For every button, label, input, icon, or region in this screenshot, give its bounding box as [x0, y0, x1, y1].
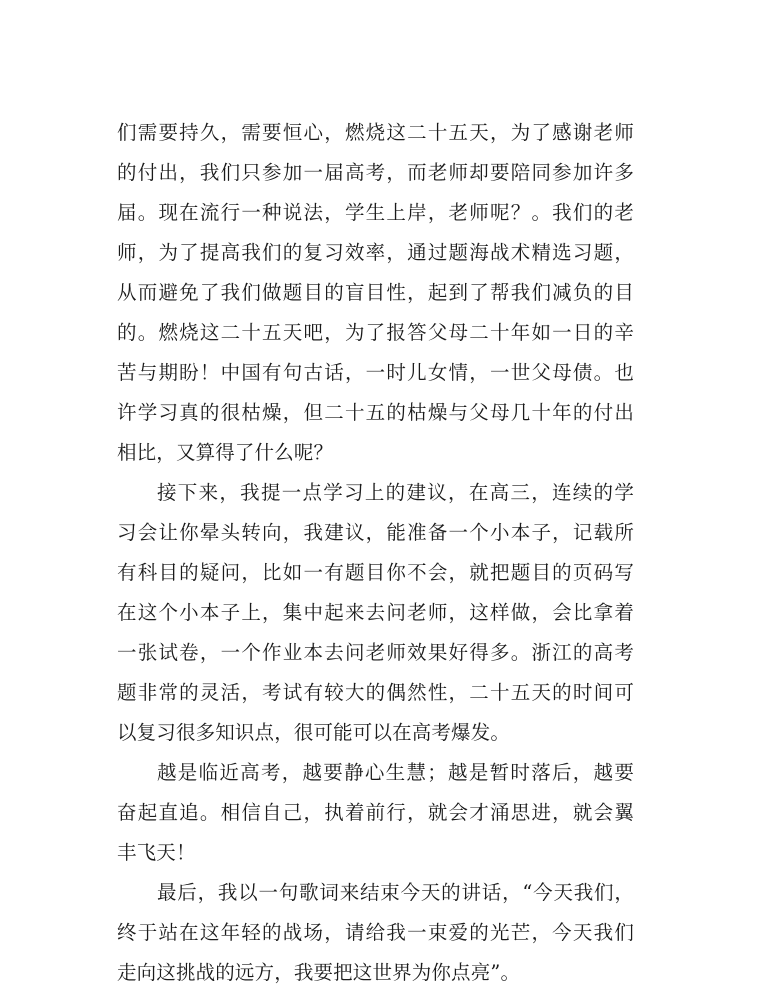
paragraph-3-line-3: 丰飞天！ — [117, 841, 196, 864]
paragraph-4-line-2: 终于站在这年轻的战场，请给我一束爱的光芒，今天我们 — [117, 921, 634, 944]
paragraph-1-line-6: 的。燃烧这二十五天吧，为了报答父母二十年如一日的辛 — [117, 321, 634, 344]
paragraph-2-line-4: 在这个小本子上，集中起来去问老师，这样做，会比拿着 — [117, 601, 634, 624]
paragraph-2-line-2: 习会让你晕头转向，我建议，能准备一个小本子，记载所 — [117, 521, 634, 544]
paragraph-3-line-2: 奋起直追。相信自己，执着前行，就会才涌思进，就会翼 — [117, 801, 634, 824]
paragraph-2-line-6: 题非常的灵活，考试有较大的偶然性，二十五天的时间可 — [117, 681, 634, 704]
paragraph-1-line-7: 苦与期盼！中国有句古话，一时儿女情，一世父母债。也 — [117, 361, 634, 384]
paragraph-1-line-8: 许学习真的很枯燥，但二十五的枯燥与父母几十年的付出 — [117, 401, 634, 424]
paragraph-1-line-5: 从而避免了我们做题目的盲目性，起到了帮我们减负的目 — [117, 281, 634, 304]
paragraph-1-line-2: 的付出，我们只参加一届高考，而老师却要陪同参加许多 — [117, 161, 634, 184]
paragraph-1-line-9: 相比，又算得了什么呢？ — [117, 441, 334, 464]
paragraph-2-line-3: 有科目的疑问，比如一有题目你不会，就把题目的页码写 — [117, 561, 634, 584]
paragraph-4-line-3: 走向这挑战的远方，我要把这世界为你点亮”。 — [117, 961, 521, 984]
paragraph-4-line-1: 最后，我以一句歌词来结束今天的讲话，“今天我们， — [157, 881, 634, 904]
paragraph-3-line-1: 越是临近高考，越要静心生慧；越是暂时落后，越要 — [157, 761, 634, 784]
paragraph-2-line-1: 接下来，我提一点学习上的建议，在高三，连续的学 — [157, 481, 634, 504]
paragraph-2-line-5: 一张试卷，一个作业本去问老师效果好得多。浙江的高考 — [117, 641, 634, 664]
body-text — [117, 113, 634, 993]
paragraph-1-line-1: 们需要持久，需要恒心，燃烧这二十五天，为了感谢老师 — [117, 121, 634, 144]
paragraph-2-line-7: 以复习很多知识点，很可能可以在高考爆发。 — [117, 721, 511, 744]
paragraph-1-line-4: 师，为了提高我们的复习效率，通过题海战术精选习题， — [117, 241, 634, 264]
paragraph-1-line-3: 届。现在流行一种说法，学生上岸，老师呢？。我们的老 — [117, 201, 634, 224]
